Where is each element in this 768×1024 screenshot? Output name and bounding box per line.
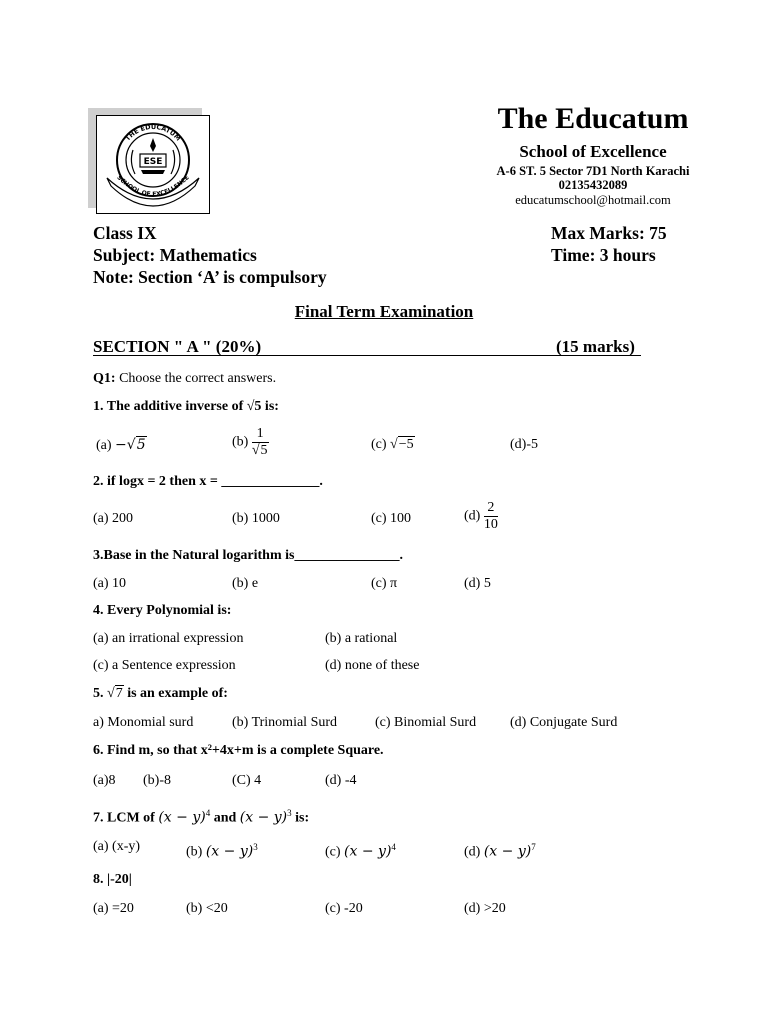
q8-option-a: (a) =20 — [93, 901, 134, 916]
q4-option-b: (b) a rational — [325, 631, 398, 646]
question-5: 5. √7 is an example of: — [93, 686, 228, 701]
q5-option-d: (d) Conjugate Surd — [510, 715, 618, 730]
q8-option-c: (c) -20 — [325, 901, 363, 916]
subject-label: Subject: Mathematics — [93, 245, 257, 265]
note-label: Note: Section ‘A’ is compulsory — [93, 267, 327, 287]
q7-option-b: (b) $(x - y)^3$ — [186, 842, 258, 860]
school-logo — [96, 115, 210, 214]
school-name: The Educatum — [497, 102, 689, 135]
q3-option-a: (a) 10 — [93, 576, 127, 591]
q1-label: Q1: — [93, 371, 116, 386]
logo-bottom-text: SCHOOL OF EXCELLENCE — [115, 174, 191, 199]
q1-option-d: (d)-5 — [510, 437, 538, 452]
exam-title: Final Term Examination — [294, 302, 474, 321]
q4-option-d: (d) none of these — [325, 658, 420, 673]
q1-instruction — [93, 370, 276, 388]
q3-option-d: (d) 5 — [464, 576, 491, 591]
time-label: Time: 3 hours — [551, 245, 656, 265]
q2-option-c: (c) 100 — [371, 511, 412, 526]
q1-option-b: (b) $\frac{1}{√5}$ — [232, 426, 268, 458]
q4-option-a: (a) an irrational expression — [93, 631, 244, 646]
question-1: 1. The additive inverse of √5 is: — [93, 399, 279, 414]
q6-option-d: (d) -4 — [325, 773, 357, 788]
q6-option-b: (b)-8 — [143, 773, 171, 788]
q3-option-c: (c) π — [371, 576, 398, 591]
q3-option-b: (b) e — [232, 576, 259, 591]
school-address: A-6 ST. 5 Sector 7D1 North Karachi — [496, 164, 690, 178]
q2-option-d: (d) $\frac{2}{10}$ — [464, 500, 498, 532]
question-4: 4. Every Polynomial is: — [93, 603, 232, 618]
question-7: 7. LCM of $(x - y)^4$ and $(x - y)^3$ is: — [93, 808, 310, 826]
q1-option-c: (c) √−5 — [371, 437, 414, 452]
question-2: 2. if logx = 2 then x = ______________. — [93, 474, 323, 489]
school-subtitle: School of Excellence — [519, 142, 667, 161]
q5-option-c: (c) Binomial Surd — [375, 715, 477, 730]
question-6: 6. Find m, so that x²+4x+m is a complete Square. — [93, 743, 384, 758]
q5-option-b: (b) Trinomial Surd — [232, 715, 338, 730]
q7-option-d: (d) $(x - y)^7$ — [464, 842, 536, 860]
q4-option-c: (c) a Sentence expression — [93, 658, 236, 673]
q7-option-c: (c) $(x - y)^4$ — [325, 842, 396, 860]
question-8: 8. |-20| — [93, 872, 132, 887]
section-marks: (15 marks) — [556, 337, 635, 356]
school-phone: 02135432089 — [558, 178, 628, 192]
q8-option-b: (b) <20 — [186, 901, 228, 916]
q2-option-b: (b) 1000 — [232, 511, 280, 526]
q6-option-a: (a)8 — [93, 773, 116, 788]
q1-option-a: (a) −√5 — [96, 437, 146, 453]
q1-text: Choose the correct answers. — [119, 371, 277, 386]
max-marks: Max Marks: 75 — [551, 223, 667, 243]
q7-option-a: (a) (x-y) — [93, 839, 141, 854]
q6-option-c: (C) 4 — [232, 773, 262, 788]
q2-option-a: (a) 200 — [93, 511, 134, 526]
class-label: Class IX — [93, 223, 157, 243]
q5-option-a: a) Monomial surd — [93, 715, 194, 730]
logo-center-text: ESE — [143, 157, 163, 167]
q8-option-d: (d) >20 — [464, 901, 506, 916]
section-title: SECTION " A " (20%) — [93, 337, 262, 356]
logo-top-text: THE EDUCATUM — [123, 122, 183, 143]
school-email: educatumschool@hotmail.com — [515, 193, 671, 207]
question-3: 3.Base in the Natural logarithm is_______________. — [93, 548, 403, 563]
